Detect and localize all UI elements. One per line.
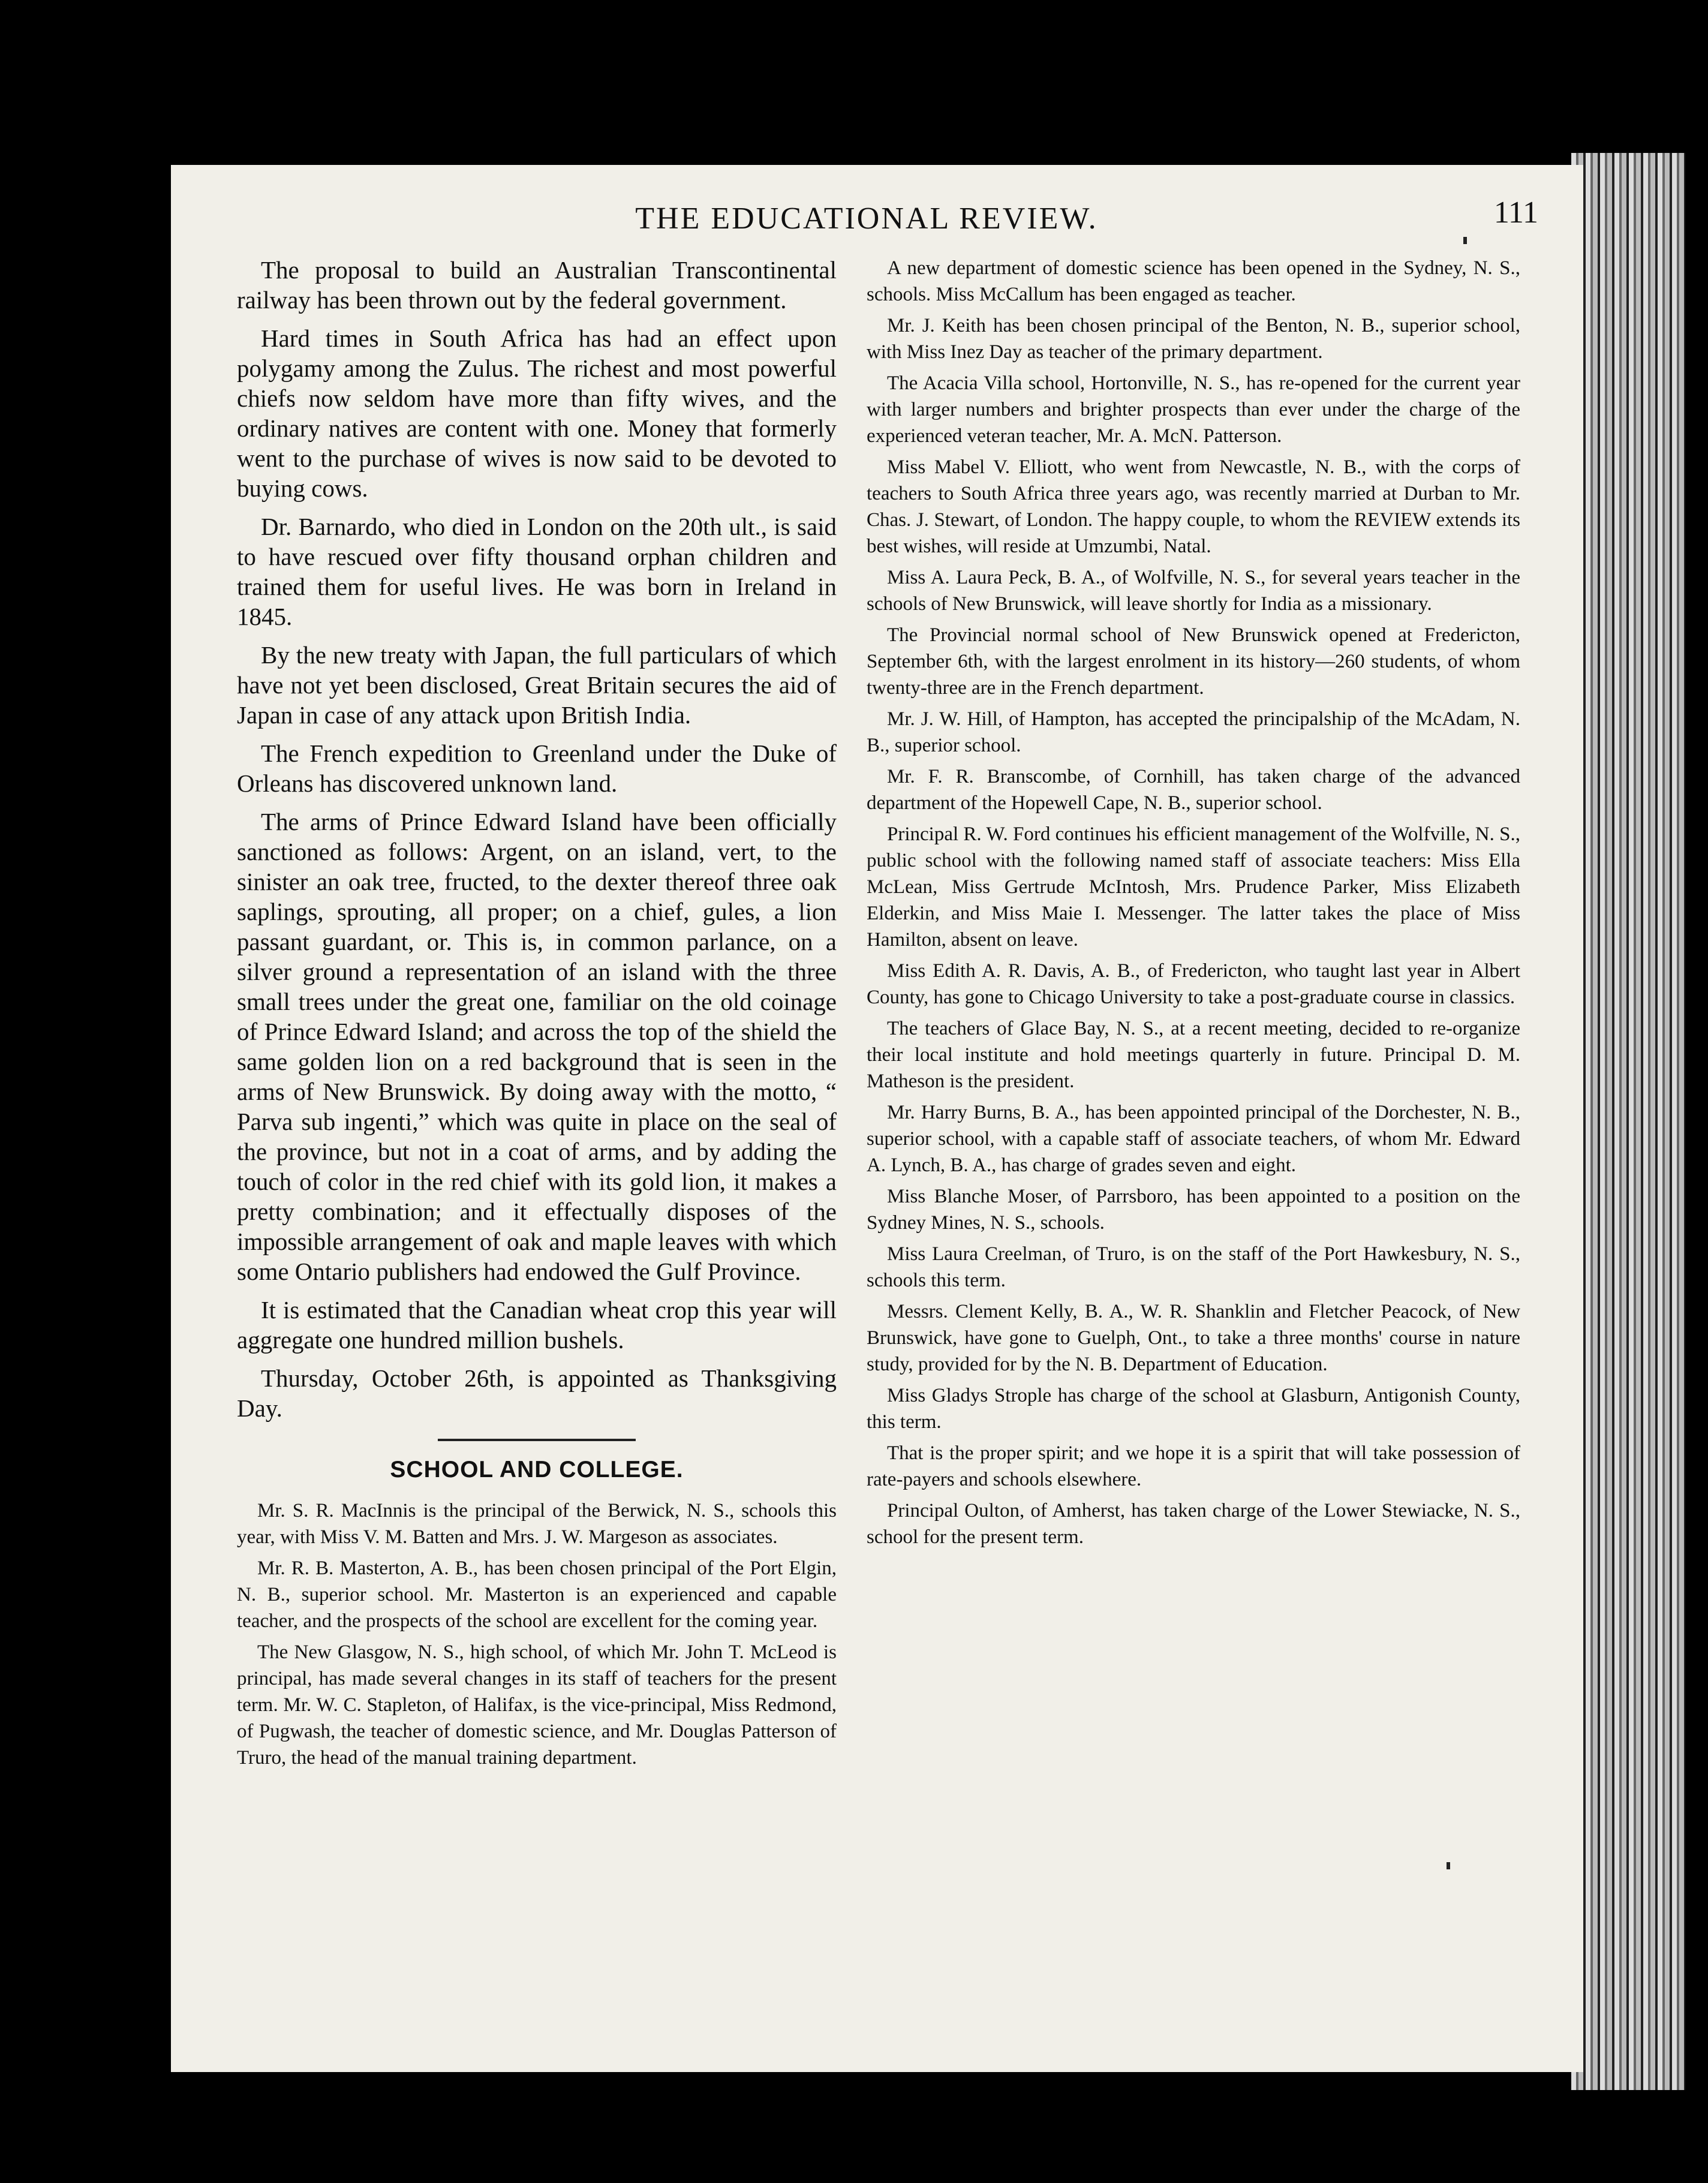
school-news-paragraph: The Acacia Villa school, Hortonville, N. S., has re-opened for the current year with larger numbers and brighter prospects than ever under the charge of the experienced veteran teacher, Mr. A. McN. Patterson. [867,372,1520,447]
school-news-paragraph: The New Glasgow, N. S., high school, of which Mr. John T. McLeod is principal, has made several changes in its staff of teachers for the present term. Mr. W. C. Stapleton, of Halifax, is the vice-principal, Miss Redmond, of Pugwash, the teacher of domestic science, and Mr. Douglas Patterson of Truro, the head of the manual training department. [237,1641,837,1769]
news-paragraph: The proposal to build an Australian Transcontinental railway has been thrown out by the federal government. [237,256,837,314]
running-title: THE EDUCATIONAL REVIEW. [635,202,1098,236]
school-news-paragraph: Miss Gladys Strople has charge of the school at Glasburn, Antigonish County, this term. [867,1385,1520,1433]
school-news-paragraph: Miss A. Laura Peck, B. A., of Wolfville, N. S., for several years teacher in the schools of New Brunswick, will leave shortly for India as a missionary. [867,567,1520,615]
school-news-paragraph: Messrs. Clement Kelly, B. A., W. R. Shanklin and Fletcher Peacock, of New Brunswick, have gone to Guelph, Ont., to take a three months' course in nature study, provided for by the N. B. Department of Education. [867,1301,1520,1375]
school-news-paragraph: Mr. J. Keith has been chosen principal of the Benton, N. B., superior school, with Miss Inez Day as teacher of the primary department. [867,315,1520,363]
school-news-paragraph: Principal R. W. Ford continues his efficient management of the Wolfville, N. S., public school with the following named staff of associate teachers: Miss Ella McLean, Miss Gertrude McIntosh, Mrs. Prudence Parker, Miss Elizabeth Elderkin, and Miss Maie I. Messenger. The latter takes the place of Miss Hamilton, absent on leave. [867,823,1520,951]
school-news-paragraph: Mr. J. W. Hill, of Hampton, has accepted the principalship of the McAdam, N. B., superior school. [867,708,1520,756]
school-news-paragraph: Mr. F. R. Branscombe, of Cornhill, has taken charge of the advanced department of the Hopewell Cape, N. B., superior school. [867,766,1520,814]
school-news-paragraph: The Provincial normal school of New Brunswick opened at Fredericton, September 6th, with the largest enrolment in its history—260 students, of whom twenty-three are in the French department. [867,624,1520,699]
school-news-paragraph: Miss Edith A. R. Davis, A. B., of Fredericton, who taught last year in Albert County, has gone to Chicago University to take a post-graduate course in classics. [867,960,1520,1008]
school-news-paragraph: A new department of domestic science has been opened in the Sydney, N. S., schools. Miss McCallum has been engaged as teacher. [867,257,1520,305]
school-news-paragraph: The teachers of Glace Bay, N. S., at a recent meeting, decided to re-organize their local institute and hold meetings quarterly in future. Principal D. M. Matheson is the president. [867,1018,1520,1092]
school-news-paragraph: Principal Oulton, of Amherst, has taken charge of the Lower Stewiacke, N. S., school for the present term. [867,1500,1520,1548]
news-paragraph: Dr. Barnardo, who died in London on the 20th ult., is said to have rescued over fifty thousand orphan children and trained them for useful lives. He was born in Ireland in 1845. [237,513,837,630]
scan-speck [1447,1862,1450,1869]
news-paragraph: By the new treaty with Japan, the full particulars of which have not yet been disclosed, Great Britain secures the aid of Japan in case of any attack upon British India. [237,641,837,729]
page-header [195,195,1538,249]
document-page [171,165,1583,2072]
right-column [867,255,1520,1555]
section-divider [438,1439,636,1441]
news-paragraph: Hard times in South Africa has had an effect upon polygamy among the Zulus. The richest and most powerful chiefs now seldom have more than fifty wives, and the ordinary natives are content with one. Money that formerly went to the purchase of wives is now said to be devoted to buying cows. [237,324,837,502]
school-news-paragraph: Mr. S. R. MacInnis is the principal of the Berwick, N. S., schools this year, with Miss V. M. Batten and Mrs. J. W. Margeson as associates. [237,1500,837,1548]
news-paragraph: Thursday, October 26th, is appointed as Thanksgiving Day. [237,1364,837,1422]
school-news-paragraph: Miss Blanche Moser, of Parrsboro, has been appointed to a position on the Sydney Mines, N. S., schools. [867,1186,1520,1234]
book-page-edges [1571,153,1685,2090]
section-heading: SCHOOL AND COLLEGE. [390,1457,684,1483]
left-column [237,255,837,1776]
school-news-paragraph: Miss Laura Creelman, of Truro, is on the staff of the Port Hawkesbury, N. S., schools this term. [867,1243,1520,1291]
news-paragraph: The arms of Prince Edward Island have been officially sanctioned as follows: Argent, on an island, vert, to the sinister an oak tree, fructed, to the dexter thereof three oak saplings, sprouting, all proper; on a chief, gules, a lion passant guardant, or. This is, in common parlance, on a silver ground a representation of an island with the three small trees under the great one, familiar on the old coinage of Prince Edward Island; and across the top of the shield the same golden lion on a red background that is seen in the arms of New Brunswick. By doing away with the motto, “ Parva sub ingenti,” which was quite in place on the seal of the province, but not in a coat of arms, and by adding the touch of color in the red chief with its gold lion, it makes a pretty combination; and it effectually disposes of the impossible arrangement of oak and maple leaves with which some Ontario publishers had endowed the Gulf Province. [237,808,837,1285]
news-paragraph: It is estimated that the Canadian wheat crop this year will aggregate one hundred million bushels. [237,1296,837,1354]
scan-speck [1463,237,1467,244]
school-news-paragraph: Mr. Harry Burns, B. A., has been appointed principal of the Dorchester, N. B., superior school, with a capable staff of associate teachers, of whom Mr. Edward A. Lynch, B. A., has charge of grades seven and eight. [867,1102,1520,1176]
page-number: 111 [1493,196,1538,230]
school-news-paragraph: Mr. R. B. Masterton, A. B., has been chosen principal of the Port Elgin, N. B., superior school. Mr. Masterton is an experienced and capable teacher, and the prospects of the school are excellent for the coming year. [237,1557,837,1632]
school-news-paragraph: That is the proper spirit; and we hope it is a spirit that will take possession of rate-payers and schools elsewhere. [867,1442,1520,1490]
school-news-paragraph: Miss Mabel V. Elliott, who went from Newcastle, N. B., with the corps of teachers to South Africa three years ago, was recently married at Durban to Mr. Chas. J. Stewart, of London. The happy couple, to whom the REVIEW extends its best wishes, will reside at Umzumbi, Natal. [867,456,1520,557]
news-paragraph: The French expedition to Greenland under the Duke of Orleans has discovered unknown land. [237,739,837,797]
